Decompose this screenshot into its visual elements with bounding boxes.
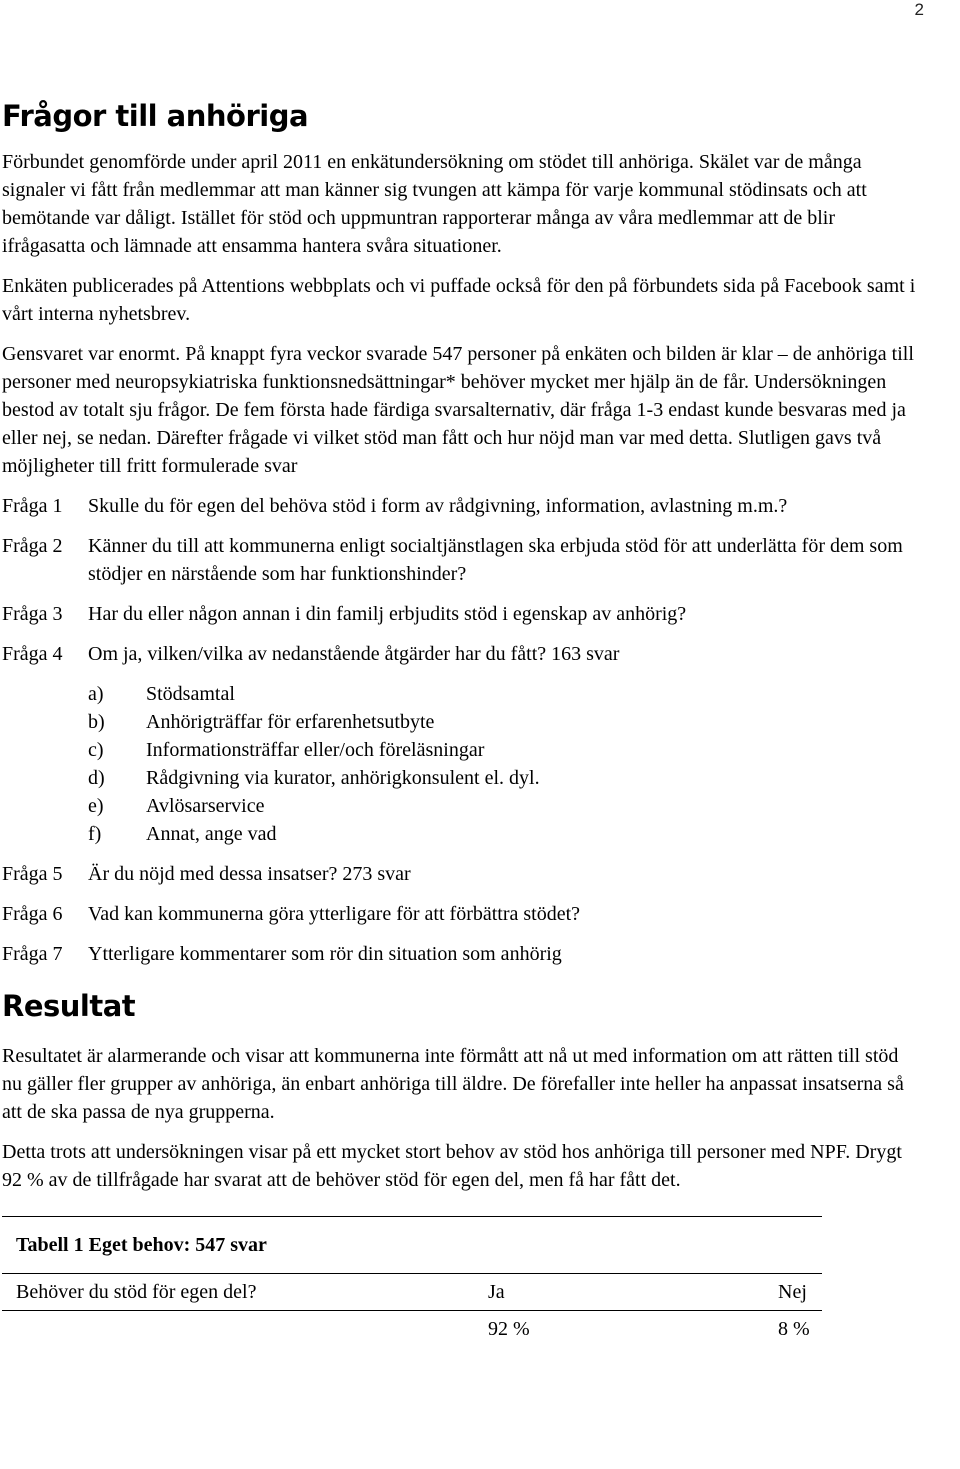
question-7 [2, 940, 920, 968]
results-table [2, 1216, 822, 1347]
question-text: Känner du till att kommunerna enligt socialtjänstlagen ska erbjuda stöd för att underlätta för dem som stödjer en närstående som har funktionshinder? [88, 535, 903, 585]
table-caption: Tabell 1 Eget behov: 547 svar [2, 1217, 822, 1274]
list-item [88, 736, 920, 764]
option-text: Stödsamtal [146, 683, 235, 705]
intro-paragraph-2: Enkäten publicerades på Attentions webbplats och vi puffade också för den på förbundets sida på Facebook samt i vårt interna nyhetsbrev. [2, 275, 916, 325]
option-text: Informationsträffar eller/och föreläsningar [146, 739, 485, 761]
question-2 [2, 532, 920, 588]
intro-paragraph-1: Förbundet genomförde under april 2011 en enkätundersökning om stödet till anhöriga. Skälet var de många signaler vi fått från medlemmar att man känner sig tvungen att kämpa för varje kommunal stödinsats och att bemötande var dåligt. Istället för stöd och uppmuntran rapporterar många av våra medlemmar att de blir ifrågasatta och lämnade att ensamma hantera svåra situationer. [2, 151, 867, 257]
table-header-yes: Ja [488, 1274, 778, 1311]
option-letter: e) [88, 795, 104, 817]
question-4 [2, 640, 920, 668]
option-text: Annat, ange vad [146, 823, 277, 845]
option-text: Avlösarservice [146, 795, 265, 817]
list-item [88, 764, 920, 792]
page-number: 2 [914, 0, 924, 19]
question-text: Om ja, vilken/vilka av nedanstående åtgärder har du fått? 163 svar [88, 643, 620, 665]
question-label: Fråga 2 [2, 535, 63, 557]
option-letter: f) [88, 823, 102, 845]
question-label: Fråga 1 [2, 495, 63, 517]
table-cell-no: 8 % [778, 1317, 810, 1340]
intro-paragraph-3: Gensvaret var enormt. På knappt fyra veckor svarade 547 personer på enkäten och bilden är klar – de anhöriga till personer med neuropsykiatriska funktionsnedsättningar* behöver mycket mer hjälp än de får. Undersökningen bestod av totalt sju frågor. De fem första hade färdiga svarsalternativ, där fråga 1-3 endast kunde besvaras med ja eller nej, se nedan. Därefter frågade vi vilket stöd man fått och hur nöjd man var med detta. Slutligen gavs två möjligheter till fritt formulerade svar [2, 343, 914, 477]
question-3 [2, 600, 920, 628]
question-5 [2, 860, 920, 888]
table-header-question: Behöver du stöd för egen del? [2, 1274, 488, 1311]
answer-options-list [88, 680, 920, 848]
list-item [88, 820, 920, 848]
table-cell-empty [2, 1311, 488, 1348]
question-list [2, 492, 920, 968]
option-text: Anhörigträffar för erfarenhetsutbyte [146, 711, 435, 733]
results-paragraph-1: Resultatet är alarmerande och visar att kommunerna inte förmått att nå ut med information om att rätten till stöd nu gäller fler grupper av anhöriga, än enbart anhöriga till äldre. De förefaller inte heller ha anpassat insatserna så att de ska passa de nya grupperna. [2, 1045, 904, 1123]
question-text: Skulle du för egen del behöva stöd i form av rådgivning, information, avlastning m.m.? [88, 495, 788, 517]
question-text: Har du eller någon annan i din familj erbjudits stöd i egenskap av anhörig? [88, 603, 687, 625]
list-item [88, 680, 920, 708]
option-text: Rådgivning via kurator, anhörigkonsulent el. dyl. [146, 767, 540, 789]
question-text: Är du nöjd med dessa insatser? 273 svar [88, 863, 411, 885]
results-paragraph-2: Detta trots att undersökningen visar på ett mycket stort behov av stöd hos anhöriga till personer med NPF. Drygt 92 % av de tillfrågade har svarat att de behöver stöd för egen del, men få har fått det. [2, 1141, 902, 1191]
table-cell-yes: 92 % [488, 1317, 530, 1340]
list-item [88, 708, 920, 736]
question-6 [2, 900, 920, 928]
results-table-container [2, 1216, 822, 1347]
question-label: Fråga 6 [2, 903, 63, 925]
table-header-row [2, 1274, 822, 1311]
document-body [2, 96, 920, 1347]
question-label: Fråga 5 [2, 863, 63, 885]
question-label: Fråga 7 [2, 943, 63, 965]
list-item [88, 792, 920, 820]
question-label: Fråga 3 [2, 603, 63, 625]
page-title: Frågor till anhöriga [2, 99, 309, 133]
table-header-no: Nej [778, 1274, 822, 1311]
option-letter: a) [88, 683, 104, 705]
question-1 [2, 492, 920, 520]
option-letter: c) [88, 739, 104, 761]
question-text: Ytterligare kommentarer som rör din situation som anhörig [88, 943, 562, 965]
option-letter: b) [88, 711, 105, 733]
table-row [2, 1311, 822, 1348]
question-text: Vad kan kommunerna göra ytterligare för att förbättra stödet? [88, 903, 581, 925]
question-label: Fråga 4 [2, 643, 63, 665]
results-heading: Resultat [2, 989, 136, 1023]
option-letter: d) [88, 767, 105, 789]
